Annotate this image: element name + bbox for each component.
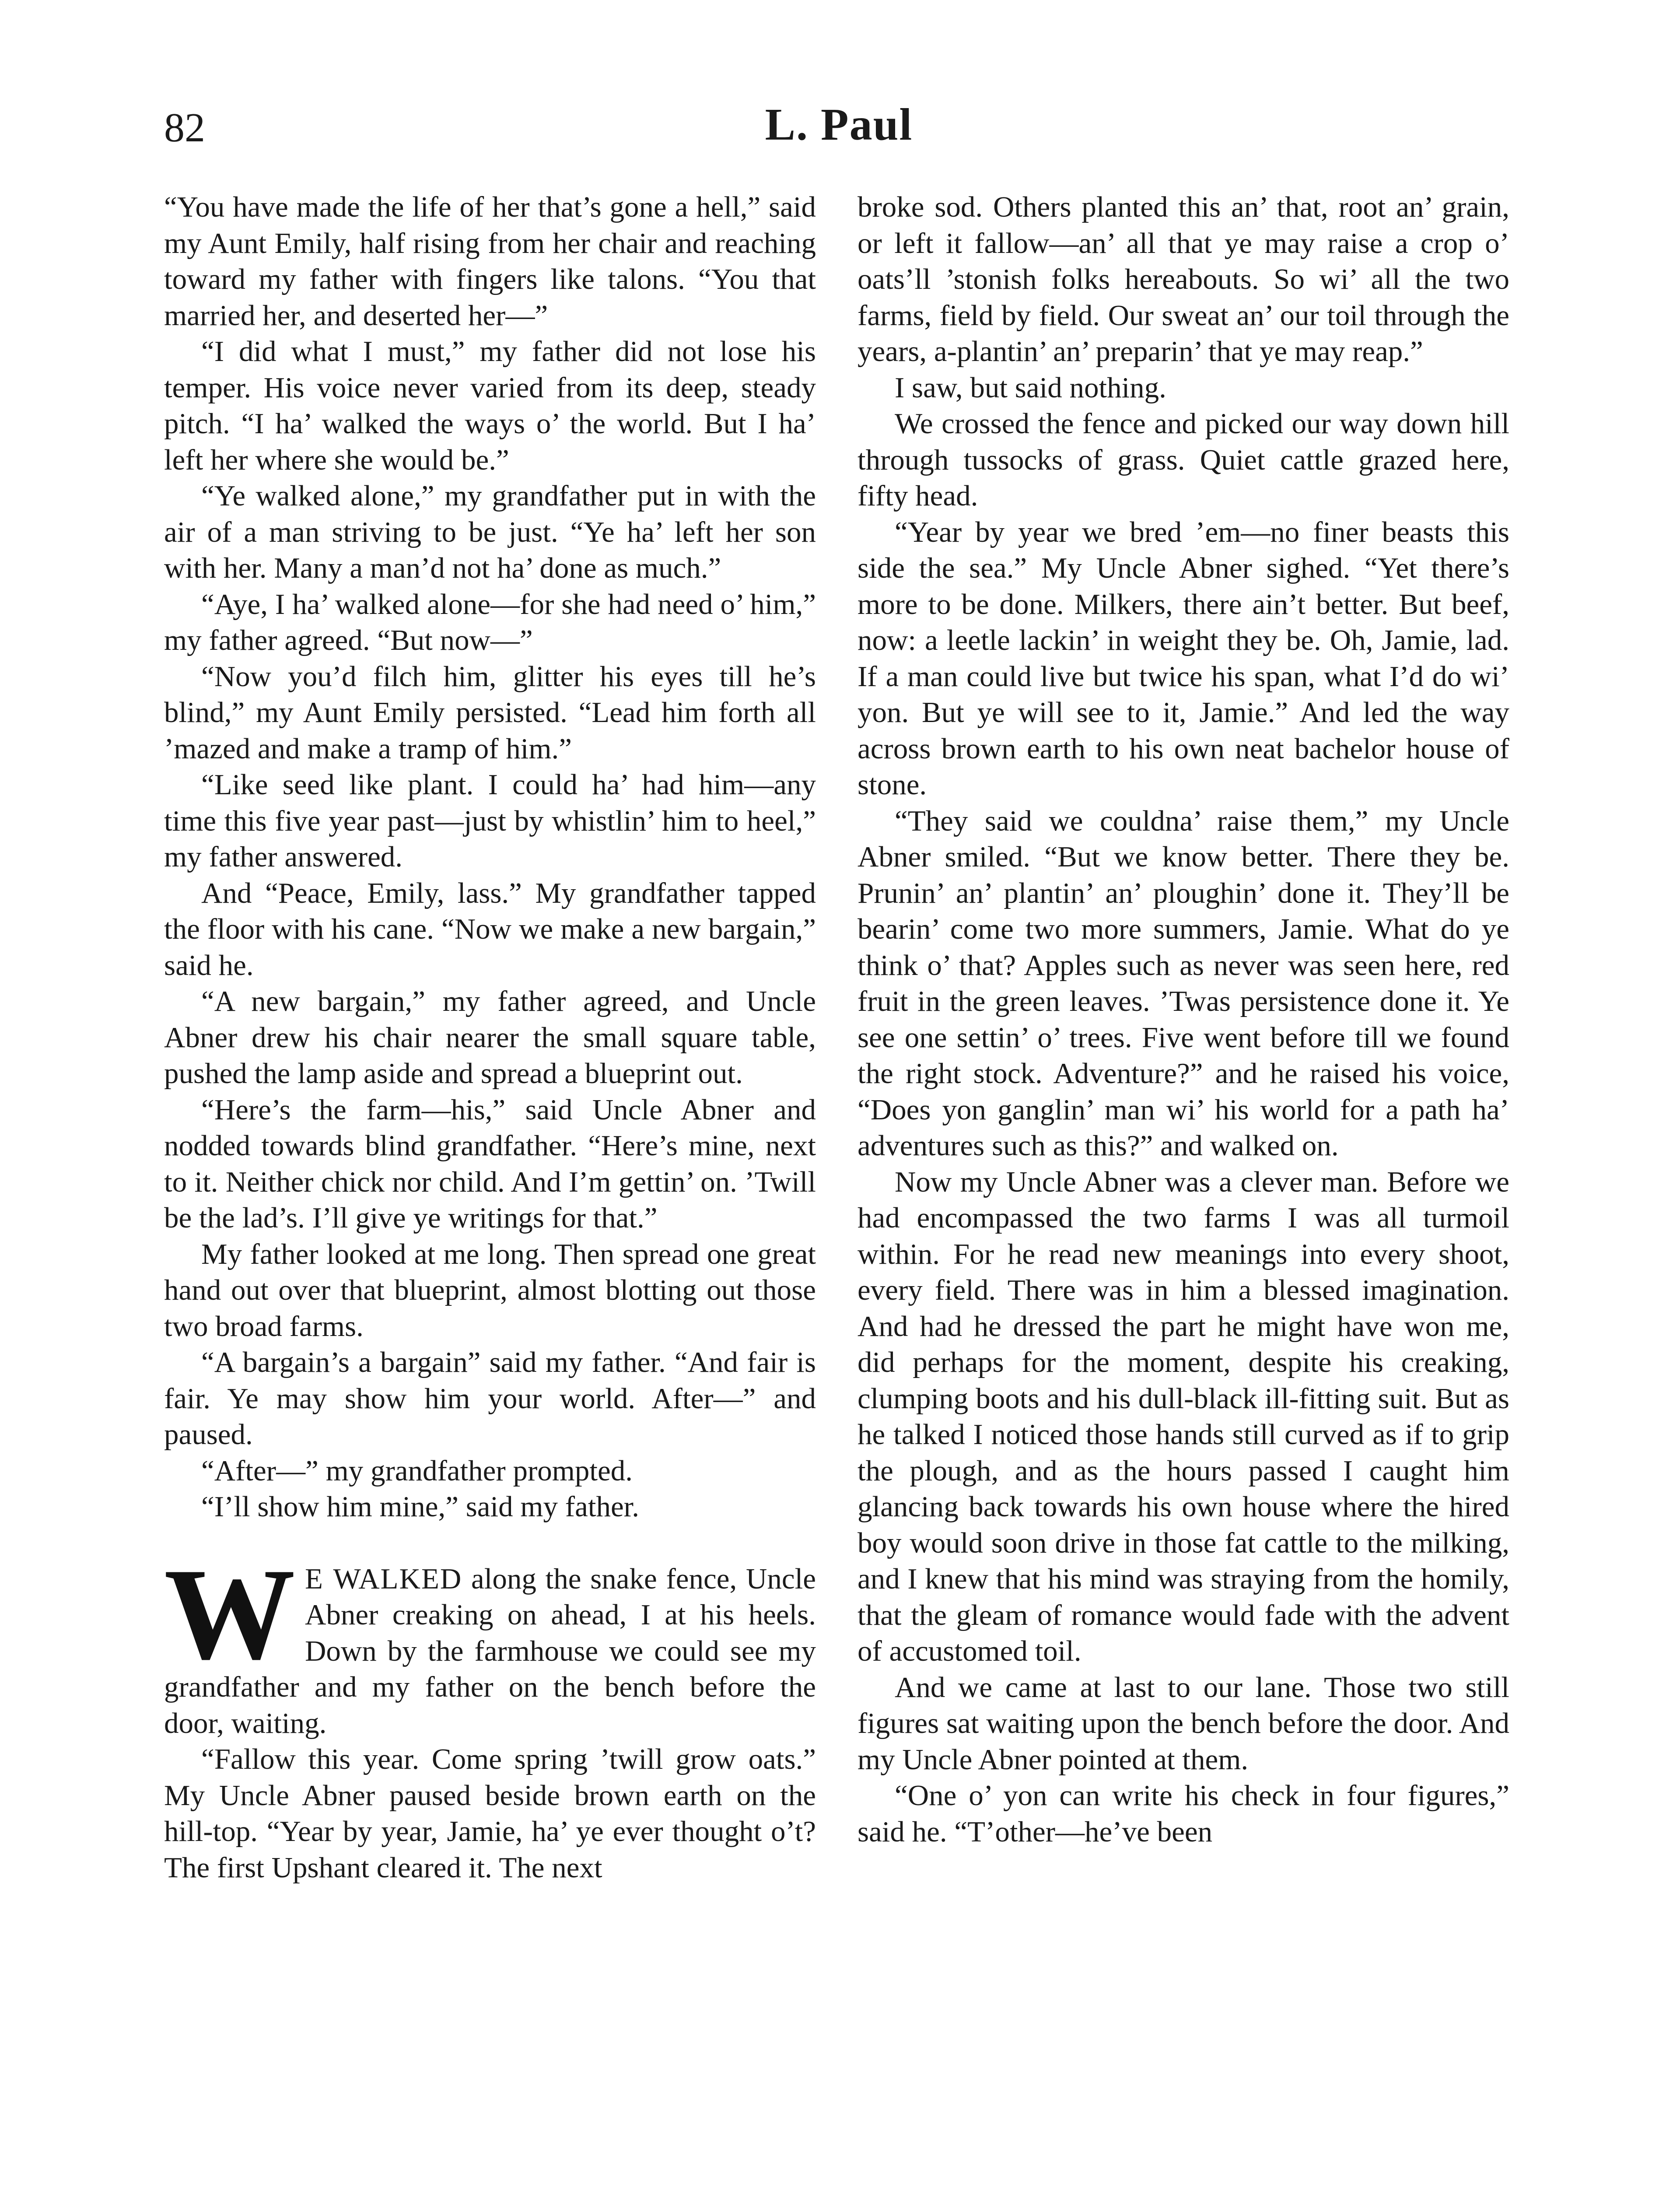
paragraph: “One o’ yon can write his check in four figures,” said he. “T’other—he’ve been <box>858 1779 1509 1848</box>
paragraph: broke sod. Others planted this an’ that, root an’ grain, or left it fallow—an’ all that ye may raise a crop o’ oats’ll ’stonish folks hereabouts. So wi’ all the two farms, field by field. Our sweat an’ our toil through the years, a-plantin’ an’ preparin’ that ye may reap.” <box>858 191 1509 368</box>
paragraph: “Year by year we bred ’em—no finer beasts this side the sea.” My Uncle Abner sighed. “Yet there’s more to be done. Milkers, there ain’t better. But beef, now: a leetle lackin’ in weight they be. Oh, Jamie, lad. If a man could live but twice his span, what I’d do wi’ yon. But ye will see to it, Jamie.” And led the way across brown earth to his own neat bachelor house of stone. <box>858 515 1509 801</box>
paragraph: “Like seed like plant. I could ha’ had him—any time this five year past—just by whistlin’ him to heel,” my father answered. <box>164 768 816 873</box>
paragraph: “A new bargain,” my father agreed, and Uncle Abner drew his chair nearer the small square table, pushed the lamp aside and spread a blueprint out. <box>164 985 816 1090</box>
paragraph: “They said we couldna’ raise them,” my Uncle Abner smiled. “But we know better. There they be. Prunin’ an’ plantin’ an’ ploughin’ done it. They’ll be bearin’ come two more summers, Jamie. What do ye think o’ that? Apples such as never was seen here, red fruit in the green leaves. ’Twas persistence done it. Ye see one settin’ o’ trees. Five went before till we found the right stock. Adventure?” and he raised his voice, “Does yon ganglin’ man wi’ his world for a path ha’ adventures such as this?” and walked on. <box>858 804 1509 1162</box>
lead-in: E WALKED <box>305 1562 462 1595</box>
paragraph-text: along the snake fence, Uncle Abner creaking on ahead, I at his heels. Down by the farmhouse we could see my grandfather and my father on the bench before the door, waiting. <box>164 1562 816 1739</box>
left-column <box>164 189 816 2188</box>
page-header <box>164 98 1514 155</box>
paragraph: “Ye walked alone,” my grandfather put in with the air of a man striving to be just. “Ye ha’ left her son with her. Many a man’d not ha’ done as much.” <box>164 480 816 584</box>
paragraph: “Now you’d filch him, glitter his eyes till he’s blind,” my Aunt Emily persisted. “Lead him forth all ’mazed and make a tramp of him.” <box>164 660 816 765</box>
paragraph: “Here’s the farm—his,” said Uncle Abner and nodded towards blind grandfather. “Here’s mine, next to it. Neither chick nor child. And I’m gettin’ on. ’Twill be the lad’s. I’ll give ye writings for that.” <box>164 1093 816 1234</box>
paragraph: “You have made the life of her that’s gone a hell,” said my Aunt Emily, half rising from her chair and reaching toward my father with fingers like talons. “You that married her, and deserted her—” <box>164 191 816 332</box>
paragraph: Now my Uncle Abner was a clever man. Before we had encompassed the two farms I was all turmoil within. For he read new meanings into every shoot, every field. There was in him a blessed imagination. And had he dressed the part he might have won me, did perhaps for the moment, despite his creaking, clumping boots and his dull-black ill-fitting suit. But as he talked I noticed those hands still curved as if to grip the plough, and as the hours passed I caught him glancing back towards his own house where the hired boy would soon drive in those fat cattle to the milking, and I knew that his mind was straying from the homily, that the gleam of romance would fade with the advent of accustomed toil. <box>858 1165 1509 1667</box>
paragraph: “Fallow this year. Come spring ’twill grow oats.” My Uncle Abner paused beside brown earth on the hill-top. “Year by year, Jamie, ha’ ye ever thought o’t? The first Upshant cleared it. The next <box>164 1743 816 1884</box>
paragraph: “After—” my grandfather prompted. <box>201 1454 633 1487</box>
drop-cap-paragraph <box>164 1541 816 1742</box>
page-number: 82 <box>164 105 205 151</box>
paragraph: “I did what I must,” my father did not lose his temper. His voice never varied from its deep, steady pitch. “I ha’ walked the ways o’ the world. But I ha’ left her where she would be.” <box>164 335 816 476</box>
right-column <box>858 189 1509 2188</box>
paragraph: “A bargain’s a bargain” said my father. “And fair is fair. Ye may show him your world. After—” and paused. <box>164 1346 816 1451</box>
paragraph: And we came at last to our lane. Those two still figures sat waiting upon the bench before the door. And my Uncle Abner pointed at them. <box>858 1671 1509 1776</box>
paragraph: And “Peace, Emily, lass.” My grandfather tapped the floor with his cane. “Now we make a new bargain,” said he. <box>164 877 816 982</box>
paragraph: “Aye, I ha’ walked alone—for she had need o’ him,” my father agreed. “But now—” <box>164 588 816 656</box>
drop-cap: W <box>164 1541 295 1687</box>
paragraph: We crossed the fence and picked our way down hill through tussocks of grass. Quiet cattle grazed here, fifty head. <box>858 407 1509 512</box>
running-head: L. Paul <box>765 99 913 150</box>
paragraph: I saw, but said nothing. <box>895 371 1166 404</box>
paragraph: “I’ll show him mine,” said my father. <box>201 1490 640 1523</box>
paragraph: My father looked at me long. Then spread one great hand out over that blueprint, almost blotting out those two broad farms. <box>164 1238 816 1343</box>
